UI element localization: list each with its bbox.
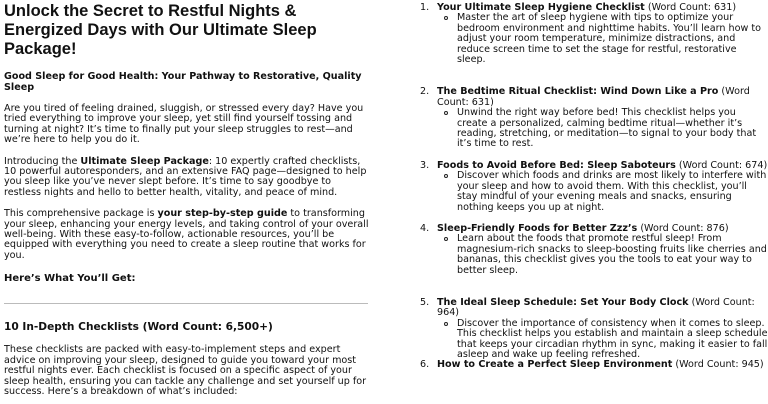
list-item [418,224,768,276]
item-title: The Ideal Sleep Schedule: Set Your Body Clock [437,296,689,308]
item-description: Discover the importance of consistency when it comes to sleep. This checklist helps you establish and maintain a sleep schedule that keeps your circadian rhythm in sync, making it easier to fall asleep and wake up feeling refreshed. [457,317,768,360]
page-title: Unlock the Secret to Restful Nights & Energized Days with Our Ultimate Sleep Package! [4,2,317,58]
heres-heading: Here’s What You’ll Get: [4,273,136,285]
right-column [418,0,768,371]
text-run: to transforming your sleep, enhancing your energy levels, and taking control of your overall well-being. With these easy-to-follow, actionable resources, you’ll be equipped with everything you need to create a sleep routine that works for you. [4,208,369,261]
item-word-count: (Word Count: 945) [672,359,764,371]
item-word-count: (Word Count: 876) [637,222,729,234]
page-subtitle: Good Sleep for Good Health: Your Pathway to Restorative, Quality Sleep [4,71,362,93]
text-run: Introducing the [4,155,81,167]
item-number: 5. [420,296,430,308]
list-item [418,87,768,149]
checklists-heading: 10 In-Depth Checklists (Word Count: 6,500+) [4,321,273,334]
item-number: 3. [420,159,430,171]
guide-paragraph [4,209,370,261]
sub-list-item [451,108,768,150]
sub-list-item [451,319,768,361]
item-word-count: (Word Count: 631) [644,2,737,13]
package-paragraph [4,157,370,199]
sub-list [437,319,768,361]
text-run: : 10 expertly crafted checklists, 10 powerful autoresponders, and an extensive FAQ page—designed to help you sleep like you’ve never slept before. It’s time to say goodbye to restless nights and hello to better health, vitality, and peace of mind. [4,155,367,198]
item-description: Learn about the foods that promote restful sleep! From magnesium-rich snacks to sleep-boosting fruits like cherries and bananas, this checklist gives you the tools to eat your way to better sleep. [457,233,767,276]
sub-list [437,234,768,276]
list-item [418,3,768,65]
item-description: Discover which foods and drinks are most likely to interfere with your sleep and how to avoid them. With this checklist, you’ll stay mindful of your evening meals and snacks, ensuring nothing keeps you up at night. [457,170,767,213]
item-number: 4. [420,222,430,234]
sub-list-item [451,13,768,65]
item-title: Foods to Avoid Before Bed: Sleep Saboteurs [437,159,676,171]
item-number: 2. [420,86,430,98]
intro-paragraph: Are you tired of feeling drained, sluggish, or stressed every day? Have you tried everything to improve your sleep, yet still find yourself tossing and turning at night? It’s time to finally put your sleep struggles to rest—and we’re here to help you do it. [4,103,364,146]
divider [4,303,368,304]
item-word-count: (Word Count: 674) [675,159,768,171]
left-column [4,0,370,397]
item-description: Unwind the right way before bed! This checklist helps you create a personalized, calming bedtime ritual—whether it’s reading, stretching, or meditation—to signal to your body that it’s time to rest. [457,107,757,150]
item-description: Master the art of sleep hygiene with tips to optimize your bedroom environment and nighttime habits. You’ll learn how to adjust your room temperature, minimize distractions, and reduce screen time to set the stage for restful, restorative sleep. [457,12,761,66]
sub-list [437,171,768,213]
item-title: The Bedtime Ritual Checklist: Wind Down Like a Pro [437,86,719,98]
list-item [418,161,768,213]
package-name: Ultimate Sleep Package [80,155,209,167]
checklist-list [418,3,768,371]
sub-list [437,13,768,65]
circle-bullet-icon [444,237,448,241]
sub-list-item [451,171,768,213]
sub-list-item [451,234,768,276]
circle-bullet-icon [444,111,448,115]
item-title: Sleep-Friendly Foods for Better Zzz’s [437,222,638,234]
list-item [418,298,768,360]
guide-emphasis: your step-by-step guide [157,208,288,220]
item-title: Your Ultimate Sleep Hygiene Checklist [437,2,645,13]
sub-list [437,108,768,150]
item-number: 1. [420,2,430,13]
item-word-count: (Word Count: 964) [437,296,755,319]
checklists-paragraph: These checklists are packed with easy-to-implement steps and expert advice on improving your sleep, designed to guide you toward your most restful nights ever. Each checklist is focused on a specific aspect of your sleep health, ensuring you can tackle any challenge and set yourself up for success. Here’s a breakdown of what’s included: [4,344,367,397]
circle-bullet-icon [444,16,448,20]
item-number: 6. [420,359,430,371]
list-item [418,360,768,370]
item-title: How to Create a Perfect Sleep Environment [437,359,673,371]
item-word-count: (Word Count: 631) [437,86,750,108]
text-run: This comprehensive package is [4,208,158,220]
circle-bullet-icon [444,322,448,326]
circle-bullet-icon [444,174,448,178]
